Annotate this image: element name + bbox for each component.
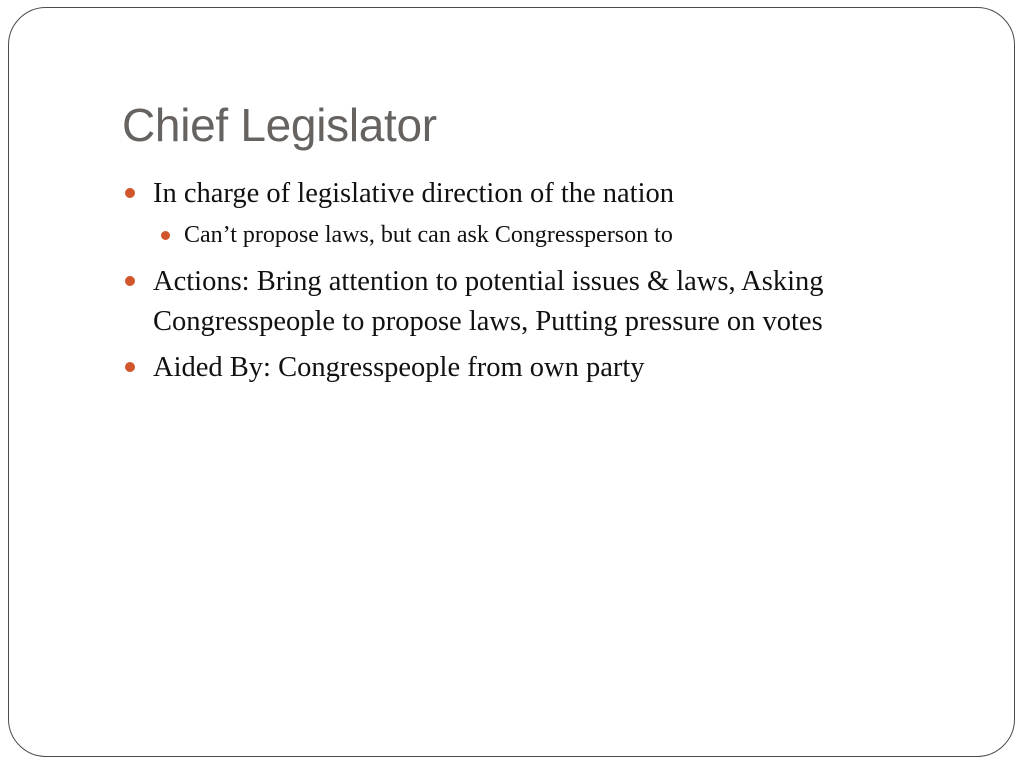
bullet-list	[122, 174, 952, 394]
bullet-text: Actions: Bring attention to potential issues & laws, Asking Congresspeople to propose laws, Putting pressure on votes	[153, 266, 824, 337]
bullet-dot-icon	[125, 188, 135, 198]
bullet-text: Aided By: Congresspeople from own party	[153, 352, 645, 383]
bullet-dot-icon	[125, 362, 135, 372]
slide-title: Chief Legislator	[122, 99, 437, 151]
slide-frame	[8, 7, 1015, 757]
bullet-item	[122, 262, 952, 342]
sub-bullet-item	[122, 218, 952, 252]
bullet-text: In charge of legislative direction of the nation	[153, 178, 675, 209]
bullet-item	[122, 348, 952, 388]
bullet-dot-icon	[161, 231, 170, 240]
bullet-dot-icon	[125, 276, 135, 286]
sub-bullet-text: Can’t propose laws, but can ask Congressperson to	[184, 222, 673, 248]
bullet-item	[122, 174, 952, 214]
